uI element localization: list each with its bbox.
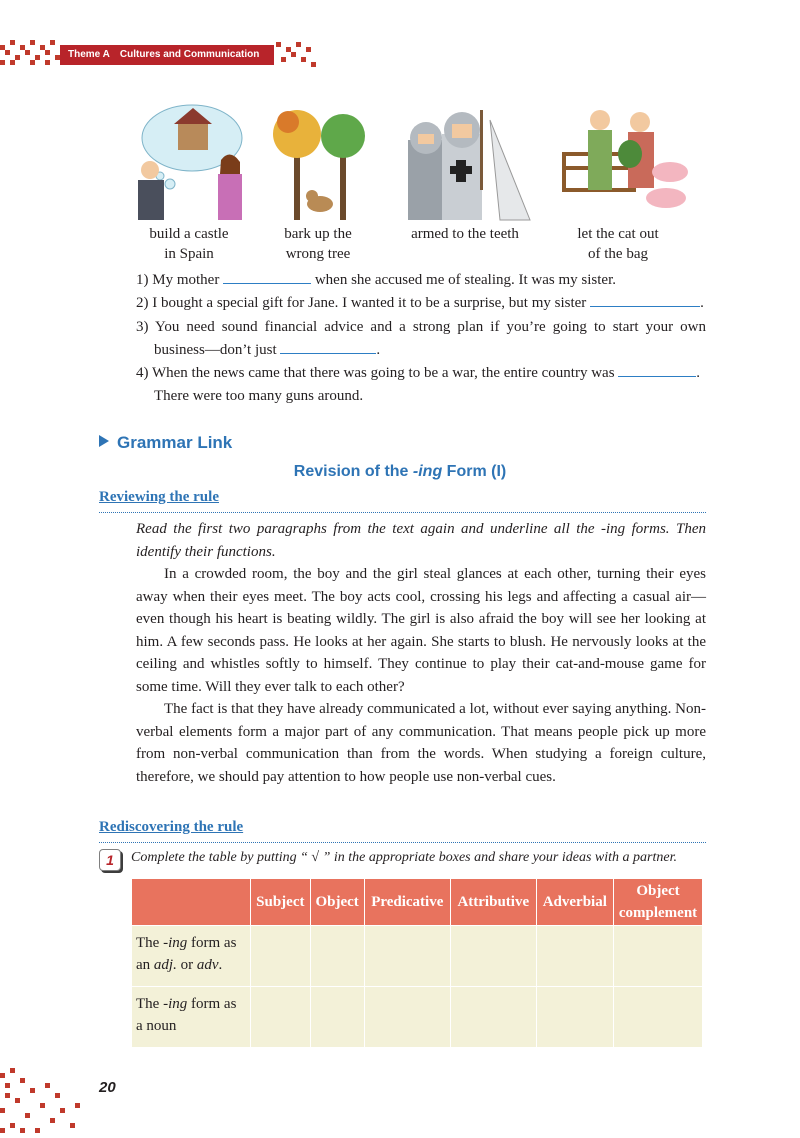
theme-label: Theme A <box>68 49 110 60</box>
row1-adv: adv <box>196 957 219 973</box>
exercise-number-badge: 1 <box>99 849 121 871</box>
question-4 <box>136 362 706 385</box>
subtitle-ing: -ing <box>412 463 443 480</box>
question-3-line2 <box>154 339 706 362</box>
reading-paragraph-1: In a crowded room, the boy and the girl steal glances at each other, turning their eyes away when their eyes meet. The boy acts cool, crossing his legs and affecting a casual air—even though his heart is beating wildly. The girl is also afraid the boy will see her looking at him. A few seconds pass. He looks at her again. She starts to blush. He nervously looks at the ceiling and whistles softly to himself. They continue to play their cat-and-mouse game for some time. Will they ever talk to each other? <box>136 566 706 695</box>
checkbox-cell[interactable] <box>536 987 613 1048</box>
checkbox-cell[interactable] <box>536 926 613 987</box>
table-header-row <box>132 879 703 926</box>
idiom-4-line2: of the bag <box>588 246 648 262</box>
table-row <box>132 926 703 987</box>
grammar-link-title: Grammar Link <box>117 433 233 452</box>
dotted-divider-2 <box>99 842 706 843</box>
checkbox-cell[interactable] <box>310 987 364 1048</box>
subtitle-before: Revision of the <box>293 463 413 480</box>
checkbox-cell[interactable] <box>450 926 536 987</box>
question-2 <box>136 292 706 315</box>
table-header-subject: Subject <box>251 879 311 926</box>
dotted-divider <box>99 512 706 513</box>
answer-blank-4[interactable] <box>618 362 696 377</box>
question-3-line1: 3) You need sound financial advice and a strong plan if you’re going to start your own <box>136 319 706 335</box>
row-label-adj-adv <box>132 926 251 987</box>
idiom-2-line1: bark up the <box>284 226 352 242</box>
row-label-noun <box>132 987 251 1048</box>
reading-instruction: Read the first two paragraphs from the text again and underline all the -ing forms. Then identify their functions. <box>136 521 706 560</box>
question-3-text-after: . <box>376 342 381 358</box>
question-3-text-before: business—don’t just <box>154 342 281 358</box>
question-4-line2: There were too many guns around. <box>154 388 364 404</box>
row1-c: or <box>176 957 197 973</box>
theme-banner <box>60 45 274 65</box>
idiom-1-line1: build a castle <box>149 226 229 242</box>
row1-d: . <box>218 957 223 973</box>
table-header-object-complement: Object complement <box>614 879 703 926</box>
rediscovering-rule-heading: Rediscovering the rule <box>99 819 244 835</box>
theme-title: Cultures and Communication <box>119 49 260 60</box>
answer-blank-1[interactable] <box>223 269 311 284</box>
checkbox-cell[interactable] <box>364 987 450 1048</box>
reviewing-rule-heading: Reviewing the rule <box>99 489 219 505</box>
idiom-caption-3 <box>400 224 530 244</box>
ing-function-table <box>131 878 703 1048</box>
checkbox-cell[interactable] <box>310 926 364 987</box>
exercise-instruction: Complete the table by putting “ √ ” in the appropriate boxes and share your ideas with a partner. <box>131 850 677 865</box>
idiom-caption-1 <box>130 224 248 264</box>
question-1 <box>136 269 706 292</box>
row1-a: The - <box>136 935 169 951</box>
header-pixel-pattern-right <box>276 42 316 68</box>
cat-out-of-bag-illustration <box>560 100 700 222</box>
header-pixel-pattern-left <box>0 40 60 70</box>
checkbox-cell[interactable] <box>251 926 311 987</box>
question-1-text-after: when she accused me of stealing. It was my sister. <box>311 272 616 288</box>
checkbox-cell[interactable] <box>450 987 536 1048</box>
checkbox-cell[interactable] <box>614 926 703 987</box>
knights-illustration <box>390 100 550 222</box>
question-4-text-before: 4) When the news came that there was going to be a war, the entire country was <box>136 365 619 381</box>
row2-a: The - <box>136 996 169 1012</box>
checkbox-cell[interactable] <box>364 926 450 987</box>
checkbox-cell[interactable] <box>614 987 703 1048</box>
answer-blank-3[interactable] <box>280 339 376 354</box>
grammar-subtitle <box>0 463 800 481</box>
question-2-text-before: 2) I bought a special gift for Jane. I wanted it to be a surprise, but my sister <box>136 295 591 311</box>
wrong-tree-illustration <box>270 100 370 222</box>
row1-ing: ing <box>168 935 188 951</box>
idiom-3-line1: armed to the teeth <box>411 226 519 242</box>
table-header-blank <box>132 879 251 926</box>
table-header-attributive: Attributive <box>450 879 536 926</box>
idiom-caption-2 <box>268 224 368 264</box>
page-number: 20 <box>99 1079 116 1096</box>
row1-b: form as an <box>136 935 237 973</box>
answer-blank-2[interactable] <box>590 292 700 307</box>
question-2-text-after: . <box>700 295 704 311</box>
grammar-link-heading <box>99 433 232 453</box>
footer-pixel-pattern <box>0 1068 90 1138</box>
checkbox-cell[interactable] <box>251 987 311 1048</box>
table-header-object: Object <box>310 879 364 926</box>
triangle-bullet-icon <box>99 435 109 447</box>
table-header-predicative: Predicative <box>364 879 450 926</box>
castle-illustration <box>130 100 270 222</box>
idiom-2-line2: wrong tree <box>285 246 351 262</box>
reading-paragraph-2: The fact is that they have already communicated a lot, without ever saying anything. Non-verbal elements form a major part of any communication. That means people pick up more from non-verbal communication than from the words. When studying a foreign culture, therefore, we should pay attention to how people use non-verbal cues. <box>136 701 706 785</box>
question-4-text-after: . <box>696 365 701 381</box>
row2-b: form as a noun <box>136 996 237 1034</box>
subtitle-after: Form (I) <box>442 463 507 480</box>
table-row <box>132 987 703 1048</box>
row1-adj: adj. <box>153 957 177 973</box>
idiom-caption-4 <box>562 224 674 264</box>
idiom-4-line1: let the cat out <box>577 226 659 242</box>
idiom-1-line2: in Spain <box>164 246 214 262</box>
table-header-adverbial: Adverbial <box>536 879 613 926</box>
row2-ing: ing <box>168 996 188 1012</box>
question-1-text-before: 1) My mother <box>136 272 224 288</box>
